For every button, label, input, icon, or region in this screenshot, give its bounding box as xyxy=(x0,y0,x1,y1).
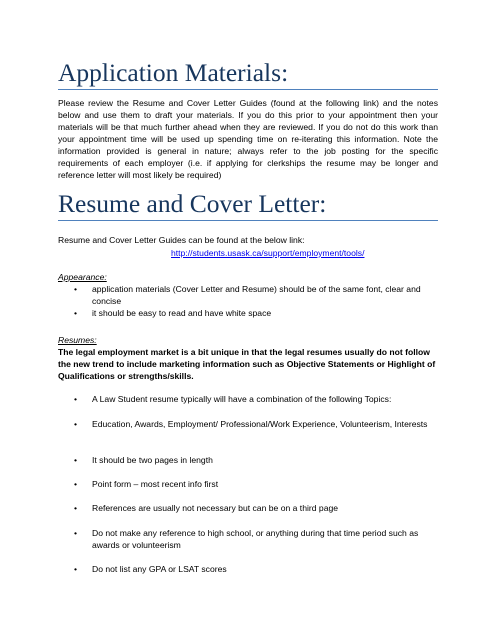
heading-rule xyxy=(58,89,438,90)
bullet-glyph: • xyxy=(74,419,78,429)
appearance-label: Appearance: xyxy=(58,272,107,282)
bullet-glyph: • xyxy=(74,528,78,538)
resume-item: Point form – most recent info first xyxy=(92,479,219,489)
bullet-glyph: • xyxy=(74,564,78,574)
bullet-glyph: • xyxy=(74,479,78,489)
resume-item: Education, Awards, Employment/ Professional/Work Experience, Volunteerism, Interests xyxy=(92,419,428,429)
bullet-glyph: • xyxy=(74,503,78,513)
heading-rule xyxy=(58,220,438,221)
bullet-glyph: • xyxy=(74,394,78,404)
resume-item: Do not make any reference to high school, or anything during that time period such as awards or volunteerism xyxy=(92,528,419,550)
appearance-item: application materials (Cover Letter and Resume) should be of the same font, clear and concise xyxy=(92,284,421,306)
appearance-item: it should be easy to read and have white space xyxy=(92,308,272,318)
heading-resume-cover-letter: Resume and Cover Letter: xyxy=(58,189,327,218)
resume-item: Do not list any GPA or LSAT scores xyxy=(92,564,227,574)
resumes-label: Resumes: xyxy=(58,335,97,345)
guides-intro: Resume and Cover Letter Guides can be found at the below link: xyxy=(58,235,305,245)
bullet-glyph: • xyxy=(74,284,78,294)
resume-item: A Law Student resume typically will have a combination of the following Topics: xyxy=(92,394,392,404)
resumes-note: The legal employment market is a bit unique in that the legal resumes usually do not follow the new trend to include marketing information such as Objective Statements or Highlight of Qualifications or strengths/skills. xyxy=(58,347,436,381)
resume-item: It should be two pages in length xyxy=(92,455,213,465)
intro-paragraph: Please review the Resume and Cover Letter Guides (found at the following link) and the notes below and use them to draft your materials. If you do this prior to your appointment then your materials will be that much further ahead when they are reviewed. If you do not do this work than your appointment time will be used up spending time on re-iterating this information. Note the information provided is general in nature; always refer to the job posting for the specific requirements of each employer (i.e. if applying for clerkships the resume may be longer and reference letter will most likely be required) xyxy=(58,98,438,180)
resume-item: References are usually not necessary but can be on a third page xyxy=(92,503,339,513)
heading-application-materials: Application Materials: xyxy=(58,58,289,87)
bullet-glyph: • xyxy=(74,308,78,318)
guides-link[interactable]: http://students.usask.ca/support/employment/tools/ xyxy=(171,248,365,258)
bullet-glyph: • xyxy=(74,455,78,465)
